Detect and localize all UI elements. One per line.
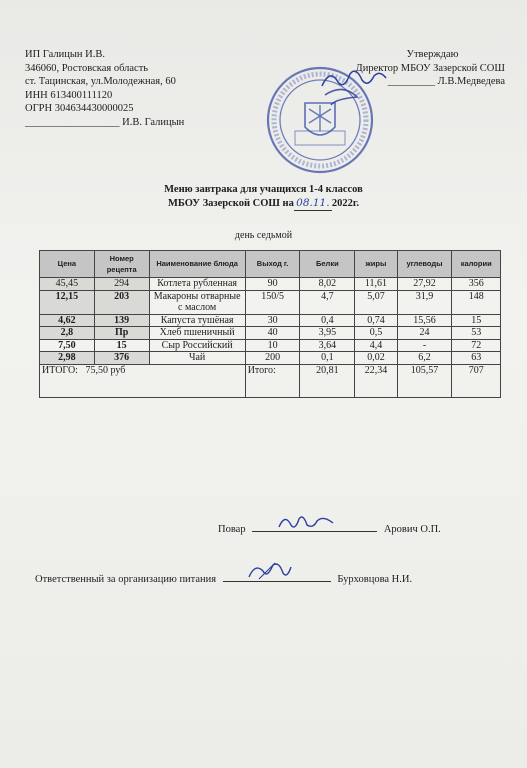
table-row	[40, 352, 501, 365]
supplier-block	[25, 48, 184, 129]
cell-protein: 3,64	[300, 339, 355, 352]
supplier-signature-line: __________________ И.В. Галицын	[25, 116, 185, 128]
cell-protein: 0,4	[300, 314, 355, 327]
cook-role: Повар	[218, 524, 246, 535]
cell-dish: Макароны отварные с маслом	[149, 290, 245, 314]
col-fat: жиры	[355, 251, 397, 278]
cell-dish: Капуста тушёная	[149, 314, 245, 327]
supplier-inn: ИНН 613400111120	[25, 89, 113, 101]
total-sum: 75,50 руб	[85, 364, 126, 376]
cell-recipe: 203	[94, 290, 149, 314]
supplier-signer: И.В. Галицын	[122, 116, 185, 128]
cell-fat: 0,74	[355, 314, 397, 327]
cell-fat: 11,61	[355, 278, 397, 291]
cell-yield: 90	[245, 278, 300, 291]
table-total-row	[40, 364, 501, 397]
cell-yield: 200	[245, 352, 300, 365]
table-row	[40, 290, 501, 314]
director-signature-line: _________	[387, 76, 436, 87]
cell-recipe: 294	[94, 278, 149, 291]
cook-name: Арович О.П.	[383, 524, 441, 535]
cell-price: 2,8	[40, 327, 95, 340]
cell-fat: 0,02	[355, 352, 397, 365]
menu-title-line1: Меню завтрака для учащихся 1-4 классов	[164, 184, 363, 195]
responsible-signature-scribble	[245, 559, 295, 583]
cell-yield: 40	[245, 327, 300, 340]
cell-recipe: Пр	[94, 327, 149, 340]
menu-table	[39, 250, 501, 398]
itogo-label: Итого:	[245, 364, 300, 397]
table-row	[40, 339, 501, 352]
cell-fat: 0,5	[355, 327, 397, 340]
responsible-signature-line	[223, 571, 331, 582]
cell-carbs: 6,2	[397, 352, 452, 365]
cell-dish: Сыр Российский	[149, 339, 245, 352]
cell-fat: 4,4	[355, 339, 397, 352]
col-dish: Наименование блюда	[149, 251, 245, 278]
cell-yield: 30	[245, 314, 300, 327]
cell-price: 12,15	[40, 290, 95, 314]
total-cost-cell	[40, 364, 246, 397]
cell-recipe: 376	[94, 352, 149, 365]
col-recipe: Номер рецепта	[94, 251, 149, 278]
responsible-signature-row	[35, 571, 412, 585]
day-label: день седьмой	[234, 230, 293, 241]
cell-kcal: 148	[452, 290, 501, 314]
cell-kcal: 356	[452, 278, 501, 291]
cell-kcal: 15	[452, 314, 501, 327]
table-row	[40, 327, 501, 340]
cell-price: 45,45	[40, 278, 95, 291]
total-protein: 20,81	[300, 364, 355, 397]
cell-recipe: 15	[94, 339, 149, 352]
approval-label: Утверждаю	[406, 49, 459, 60]
menu-year: 2022г.	[331, 198, 360, 209]
total-fat: 22,34	[355, 364, 397, 397]
director-name: Л.В.Медведева	[437, 76, 505, 87]
cell-price: 7,50	[40, 339, 95, 352]
supplier-ogrn: ОГРН 304634430000025	[25, 103, 134, 114]
table-header-row	[40, 251, 501, 278]
director-position: Директор МБОУ Зазерской СОШ	[355, 62, 505, 74]
supplier-address-street: ст. Тацинская, ул.Молодежная, 60	[25, 76, 176, 87]
cell-kcal: 53	[452, 327, 501, 340]
cell-dish: Котлета рубленная	[149, 278, 245, 291]
total-label: ИТОГО:	[42, 364, 78, 376]
cell-carbs: 24	[397, 327, 452, 340]
col-kcal: калории	[452, 251, 501, 278]
col-price: Цена	[40, 251, 95, 278]
cell-recipe: 139	[94, 314, 149, 327]
total-carbs: 105,57	[397, 364, 452, 397]
responsible-name: Бурховцова Н.И.	[337, 574, 413, 585]
cell-carbs: 27,92	[397, 278, 452, 291]
col-carbs: углеводы	[397, 251, 452, 278]
director-signature-scribble	[318, 64, 388, 94]
cell-protein: 0,1	[300, 352, 355, 365]
menu-title-line2	[0, 197, 527, 211]
cell-kcal: 63	[452, 352, 501, 365]
cell-protein: 3,95	[300, 327, 355, 340]
menu-title-school: МБОУ Зазерской СОШ на	[167, 198, 294, 209]
cell-price: 4,62	[40, 314, 95, 327]
cell-yield: 10	[245, 339, 300, 352]
cook-signature-line	[252, 521, 377, 532]
cook-signature-row	[218, 521, 441, 535]
cell-fat: 5,07	[355, 290, 397, 314]
cook-signature-scribble	[277, 511, 337, 533]
cell-protein: 8,02	[300, 278, 355, 291]
total-kcal: 707	[452, 364, 501, 397]
cell-carbs: 15,56	[397, 314, 452, 327]
cell-price: 2,98	[40, 352, 95, 365]
supplier-name: ИП Галицын И.В.	[25, 49, 105, 60]
cell-carbs: 31,9	[397, 290, 452, 314]
menu-date: 08.11.	[294, 197, 332, 211]
table-row	[40, 278, 501, 291]
cell-dish: Чай	[149, 352, 245, 365]
supplier-address-region: 346060, Ростовская область	[25, 62, 149, 74]
cell-yield: 150/5	[245, 290, 300, 314]
cell-protein: 4,7	[300, 290, 355, 314]
col-protein: Белки	[300, 251, 355, 278]
cell-kcal: 72	[452, 339, 501, 352]
cell-dish: Хлеб пшеничный	[149, 327, 245, 340]
responsible-role: Ответственный за организацию питания	[35, 574, 217, 585]
table-row	[40, 314, 501, 327]
col-yield: Выход г.	[245, 251, 300, 278]
cell-carbs: -	[397, 339, 452, 352]
